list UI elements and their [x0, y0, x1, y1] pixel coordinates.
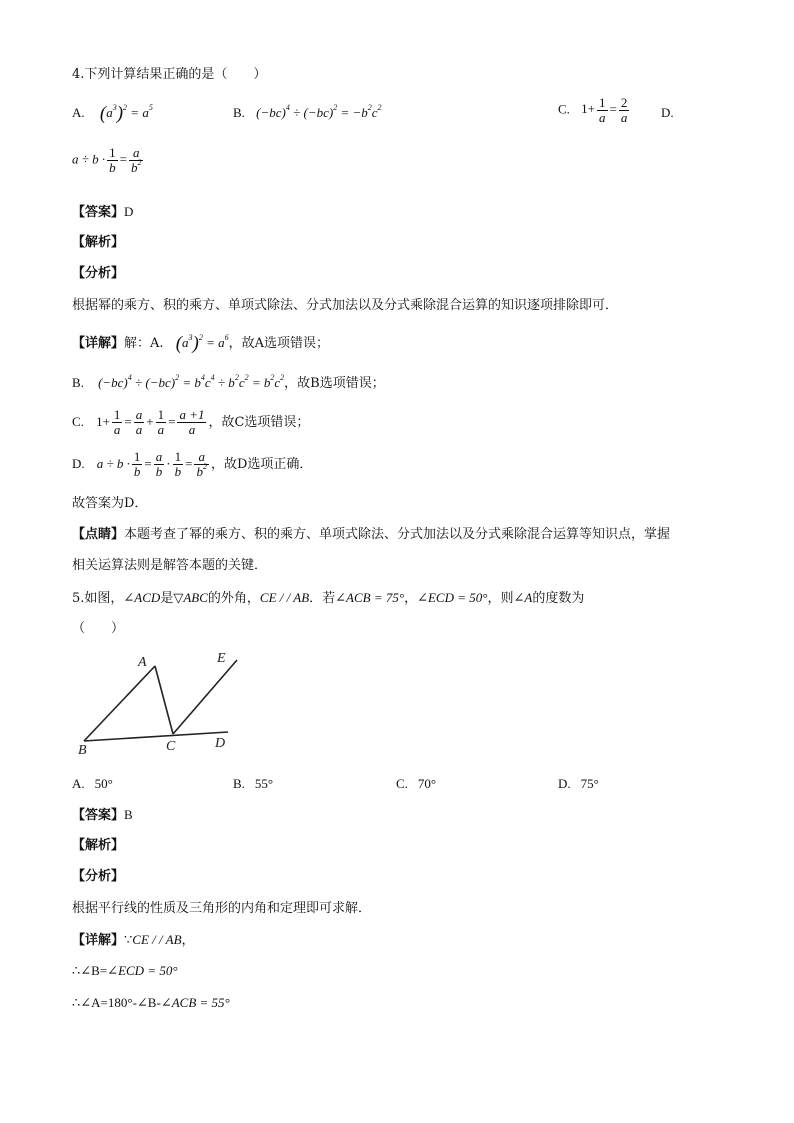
q4-detail-c: C. 1+ $\frac{1}{a}$ = $\frac{a}{a}$ + $\frac{1}{a}$ = $\frac{a +1}{a}$ ，故C选项错误；	[72, 407, 310, 437]
q5-stem-if: ．若	[309, 591, 336, 606]
label-d: D	[215, 736, 226, 751]
q4-option-b-formula: $(-bc)^4 \div (-bc)^2 = -b^2c^2$	[256, 103, 382, 120]
detail-parallel: CE / / AB	[132, 932, 182, 947]
q4-detail-b: B. $(-bc)^4 \div (-bc)^2 = b^4c^4 \div b^2c^2 = b^2c^2$，故B选项错误；	[72, 373, 385, 391]
label-c: C	[166, 739, 176, 754]
detail-c-label: C.	[72, 414, 84, 429]
option-value: 50°	[94, 776, 113, 791]
detail-b-label: B.	[72, 375, 84, 390]
detail-d-label: D.	[72, 456, 85, 471]
q4-jiexi-heading: 【解析】	[72, 235, 125, 250]
q4-detail-d: D. a ÷ b · $\frac{1}{b}$ = $\frac{a}{b}$ · $\frac{1}{b}$ = $\frac{a}{b^2}$ ，故D选项正确．	[72, 449, 313, 479]
q4-detail-a: 【详解】解：A. $(a^3)^2 = a^6$，故A选项错误；	[72, 333, 330, 354]
detail-tag: 【详解】	[72, 336, 125, 351]
q4-fenxi-text: 根据幂的乘方、积的乘方、单项式除法、分式加法以及分式乘除混合运算的知识逐项排除即可．	[72, 298, 619, 313]
q4-option-a-label: A.	[72, 105, 85, 120]
q4-c-fraction-1: $\frac{1}{a}$	[599, 95, 606, 125]
q4-fenxi-heading: 【分析】	[72, 266, 125, 281]
detail-c-end: ，故C选项错误；	[208, 415, 310, 430]
q5-fenxi-heading: 【分析】	[72, 869, 125, 884]
q5-stem-triangle: ▽ABC	[173, 590, 208, 605]
step1-expr: ∠ECD = 50°	[107, 963, 178, 978]
label-a: A	[138, 655, 147, 670]
option-value: 75°	[580, 776, 599, 791]
q5-stem	[72, 589, 584, 608]
q5-stem-is: 是	[160, 591, 174, 606]
answer-tag: 【答案】	[72, 205, 125, 220]
q5-stem-ecd: ∠ECD = 50°	[417, 590, 488, 605]
q5-detail	[72, 931, 195, 950]
answer-value: D	[124, 204, 134, 219]
q4-option-c[interactable]: C. 1+ $\frac{1}{a}$ = $\frac{2}{a}$	[558, 95, 628, 125]
q5-option-a[interactable]	[72, 775, 113, 793]
detail-intro: 解：A.	[124, 336, 164, 351]
q5-geometry-figure	[70, 646, 250, 758]
q4-option-d-formula: a ÷ b · $\frac{1}{b}$ = $\frac{a}{b^2}$	[72, 145, 142, 175]
q4-option-b-label: B.	[233, 105, 245, 120]
q5-answer	[72, 806, 133, 825]
step2-prefix: ∴∠A=180°-∠B-	[72, 995, 161, 1010]
detail-b-end: ，故B选项错误；	[284, 376, 385, 391]
q5-stem-comma: ，	[404, 591, 418, 606]
segment-ac	[155, 666, 173, 734]
option-label: A.	[72, 776, 85, 791]
line-bcd	[84, 732, 228, 741]
option-value: 70°	[417, 776, 437, 791]
q5-option-c[interactable]	[396, 775, 436, 793]
q5-stem-then: ，则	[487, 591, 514, 606]
ray-ce	[173, 660, 237, 734]
option-label: D.	[558, 776, 571, 791]
q5-stem-acd: ∠ACD	[123, 590, 161, 605]
q5-stem-ext: 的外角，	[207, 591, 260, 606]
q4-stem: 4.下列计算结果正确的是（ ）	[72, 67, 267, 82]
q5-stem-acb: ∠ACB = 75°	[335, 590, 405, 605]
q5-option-b[interactable]	[233, 775, 273, 793]
q5-jiexi-heading: 【解析】	[72, 838, 125, 853]
option-label: B.	[233, 776, 245, 791]
answer-tag: 【答案】	[72, 808, 125, 823]
option-value: 55°	[254, 776, 274, 791]
q5-stem-parallel: CE / / AB	[259, 590, 310, 605]
dianjing-tag: 【点睛】	[72, 527, 125, 542]
step1-prefix: ∴∠B=	[72, 963, 108, 978]
q4-dianjing-1	[72, 526, 670, 544]
answer-value: B	[124, 807, 133, 822]
q5-stem-angle-a: ∠A	[513, 590, 533, 605]
q5-step-1	[72, 962, 178, 981]
detail-comma: ，	[181, 933, 195, 948]
option-label: C.	[396, 776, 408, 791]
because-symbol: ∵	[124, 933, 133, 948]
q4-conclusion: 故答案为D．	[72, 496, 148, 511]
label-e: E	[217, 651, 226, 666]
q4-option-c-label: C.	[558, 101, 570, 117]
q5-option-d[interactable]	[558, 775, 599, 793]
q5-step-2	[72, 994, 230, 1013]
q4-dianjing-2: 相关运算法则是解答本题的关键．	[72, 558, 268, 573]
segment-ab	[84, 666, 155, 741]
dianjing-line1: 本题考查了幂的乘方、积的乘方、单项式除法、分式加法以及分式乘除混合运算等知识点，掌握	[124, 527, 671, 542]
step2-expr: ∠ACB = 55°	[160, 995, 230, 1010]
q5-fenxi-text: 根据平行线的性质及三角形的内角和定理即可求解．	[72, 901, 372, 916]
detail-tag: 【详解】	[72, 933, 125, 948]
q4-c-fraction-2: $\frac{2}{a}$	[620, 95, 628, 125]
label-b: B	[78, 743, 87, 758]
q5-stem-bracket: （ ）	[72, 621, 125, 636]
q5-stem-end: 的度数为	[532, 591, 585, 606]
detail-a-end: ，故A选项错误；	[228, 336, 330, 351]
q4-option-a[interactable]	[72, 104, 153, 123]
q5-stem-prefix: 5.如图，	[72, 591, 124, 606]
q4-option-a-formula: $(a^3)^2 = a^5$	[99, 103, 153, 124]
q4-option-d-label[interactable]: D.	[661, 105, 674, 120]
detail-d-end: ，故D选项正确．	[210, 457, 313, 472]
q4-option-b[interactable]	[233, 104, 382, 122]
q4-answer	[72, 203, 133, 222]
